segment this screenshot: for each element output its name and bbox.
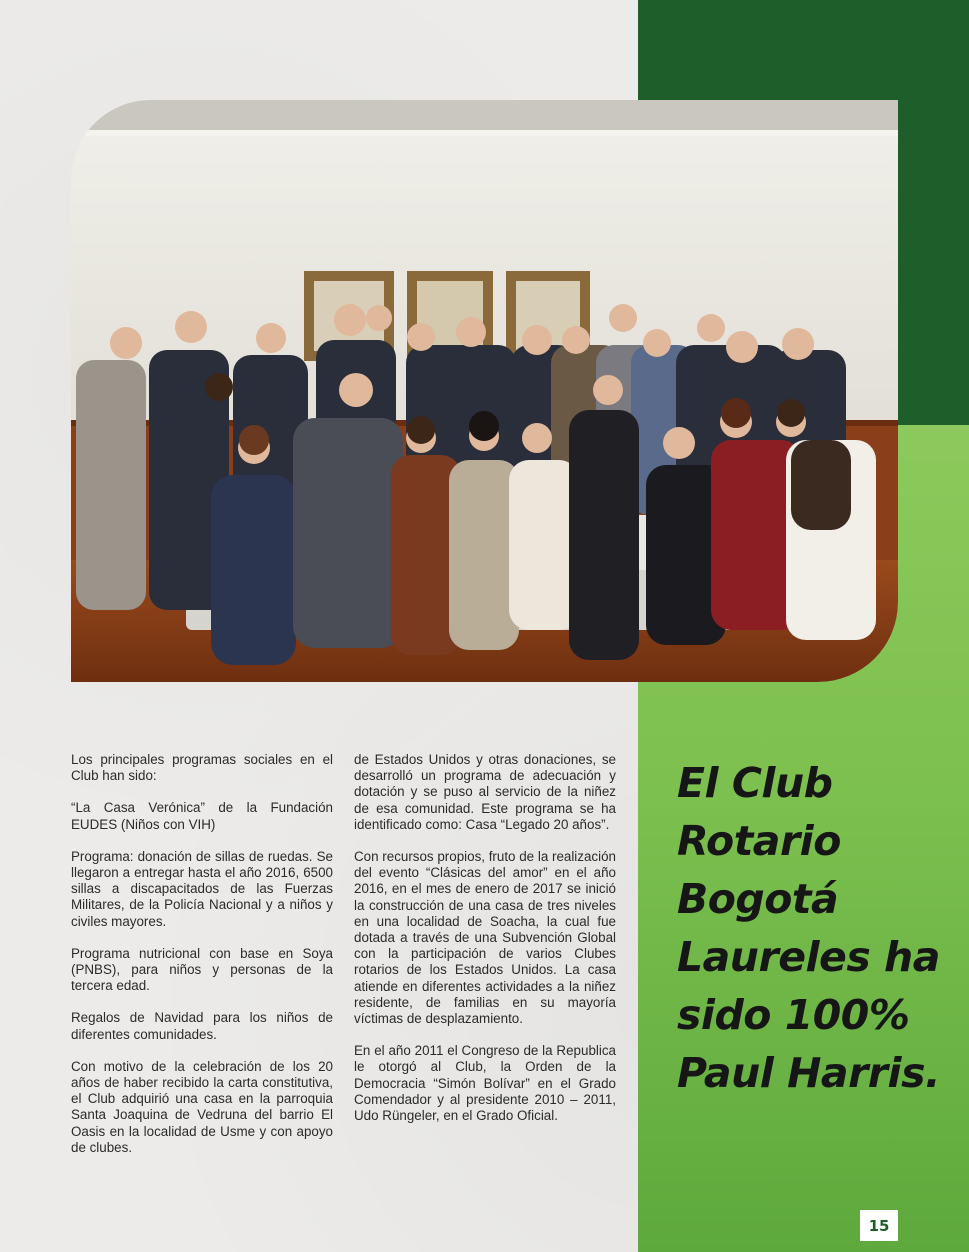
paragraph: Con recursos propios, fruto de la realización del evento “Clásicas del amor” en el año 2016, en el mes de enero de 2017 se inició la construcción de una casa de tres niveles en una localidad de Soacha, la cual fue dotada a través de una Subvención Global con la participación de varios Clubes rotarios de los Estados Unidos. La casa atiende en diferentes actividades a la niñez residente, de familias en su mayoría víctimas de desplazamiento. [354,849,616,1027]
pull-quote: El Club Rotario Bogotá Laureles ha sido 100% Paul Harris. [677,759,941,1097]
article-column-2 [354,752,616,1140]
article-column-1 [71,752,333,1172]
paragraph: Programa: donación de sillas de ruedas. Se llegaron a entregar hasta el año 2016, 6500 sillas a discapacitados de las Fuerzas Militares, de la Policía Nacional y a niños y civiles mayores. [71,848,333,929]
paragraph: Programa nutricional con base en Soya (PNBS), para niños y personas de la tercera edad. [71,945,333,994]
group-photo [71,100,898,682]
group-photo-illustration [71,100,898,682]
paragraph: “La Casa Verónica” de la Fundación EUDES (Niños con VIH) [71,800,333,832]
paragraph: Regalos de Navidad para los niños de diferentes comunidades. [71,1010,333,1042]
paragraph: Con motivo de la celebración de los 20 años de haber recibido la carta constitutiva, el Club adquirió una casa en la parroquia Santa Joaquina de Vedruna del barrio El Oasis en la localidad de Usme y con apoyo de clubes. [71,1058,333,1155]
paragraph: Los principales programas sociales en el Club han sido: [71,752,333,784]
paragraph: de Estados Unidos y otras donaciones, se desarrolló un programa de adecuación y dotación y se puso al servicio de la niñez de esa comunidad. Este programa se ha identificado como: Casa “Legado 20 años”. [354,752,616,832]
paragraph: En el año 2011 el Congreso de la Republica le otorgó al Club, la Orden de la Democracia “Simón Bolívar” en el Grado Comendador y al presidente 2010 – 2011, Udo Rüngeler, en el Grado Oficial. [354,1043,616,1124]
page-number: 15 [860,1210,898,1241]
